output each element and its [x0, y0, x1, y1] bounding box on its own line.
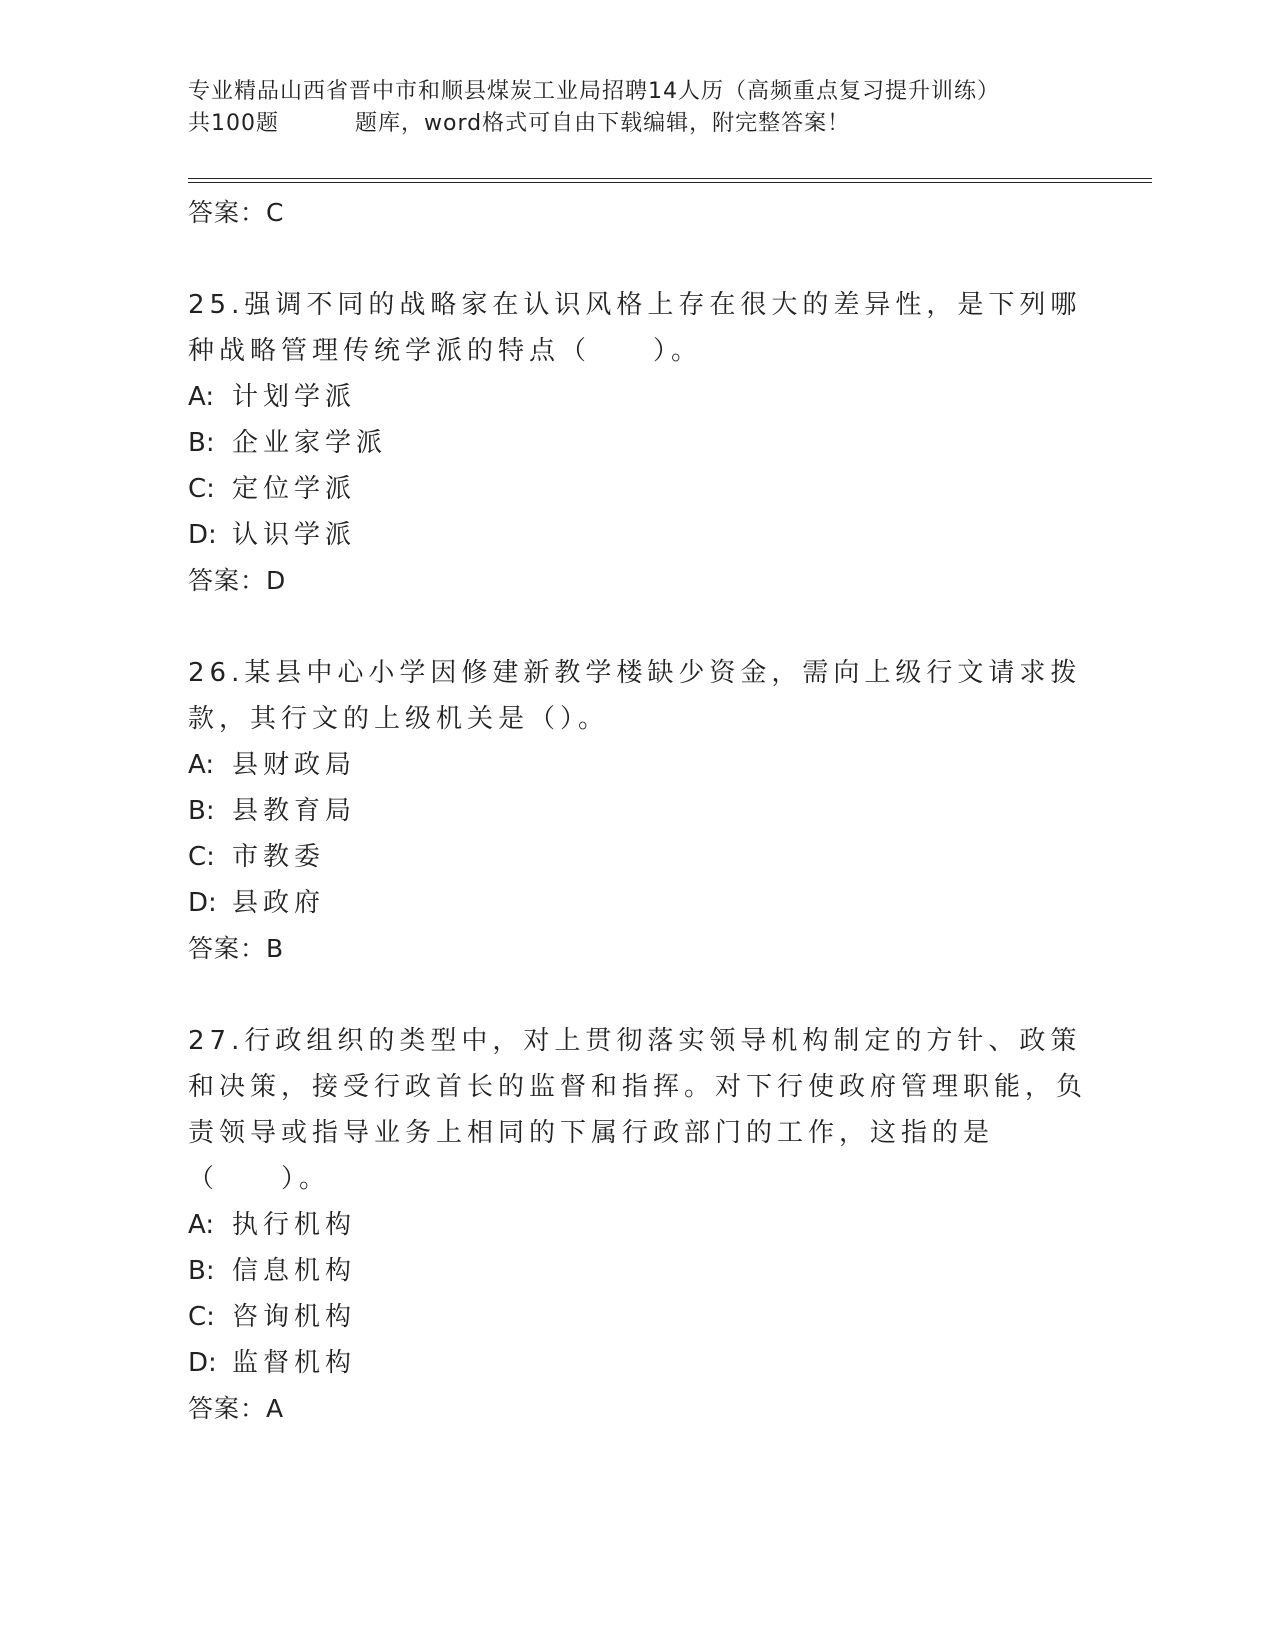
question-item — [188, 282, 1088, 604]
option-a — [188, 1202, 1088, 1248]
option-letter: B: — [188, 1256, 215, 1286]
option-letter: A: — [188, 382, 215, 412]
option-text: 信息机构 — [232, 1256, 357, 1286]
option-letter: C: — [188, 474, 215, 504]
option-text: 定位学派 — [232, 474, 357, 504]
option-letter: D: — [188, 1348, 217, 1378]
option-letter: D: — [188, 888, 217, 918]
question-stem: 25.强调不同的战略家在认识风格上存在很大的差异性，是下列哪种战略管理传统学派的特点（ ）。 — [188, 290, 1082, 366]
option-text: 咨询机构 — [232, 1302, 357, 1332]
option-a — [188, 374, 1088, 420]
option-c — [188, 466, 1088, 512]
previous-question-answer: 答案：C — [188, 198, 285, 227]
option-text: 县政府 — [232, 888, 326, 918]
header-question-count: 共100题 — [188, 111, 279, 136]
option-c — [188, 1294, 1088, 1340]
question-item — [188, 1018, 1088, 1432]
question-stem: 27.行政组织的类型中，对上贯彻落实领导机构制定的方针、政策和决策，接受行政首长的监督和指挥。对下行使政府管理职能，负责领导或指导业务上相同的下属行政部门的工作，这指的是（ ）。 — [188, 1026, 1088, 1194]
option-letter: C: — [188, 1302, 215, 1332]
option-text: 企业家学派 — [232, 428, 388, 458]
header-title-line: 专业精品山西省晋中市和顺县煤炭工业局招聘14人历（高频重点复习提升训练） — [188, 79, 1000, 104]
option-c — [188, 834, 1088, 880]
header-subtitle-line — [188, 108, 1148, 140]
header-description: 题库，word格式可自由下载编辑，附完整答案！ — [355, 111, 851, 136]
option-b — [188, 788, 1088, 834]
option-d — [188, 1340, 1088, 1386]
answer-line: 答案：A — [188, 1394, 285, 1423]
option-text: 监督机构 — [232, 1348, 357, 1378]
option-letter: A: — [188, 1210, 215, 1240]
option-text: 县教育局 — [232, 796, 357, 826]
option-text: 县财政局 — [232, 750, 357, 780]
answer-line: 答案：B — [188, 934, 285, 963]
header-divider-top — [188, 178, 1152, 179]
option-letter: B: — [188, 796, 215, 826]
option-text: 计划学派 — [232, 382, 357, 412]
option-d — [188, 880, 1088, 926]
option-text: 执行机构 — [232, 1210, 357, 1240]
option-b — [188, 1248, 1088, 1294]
header-divider-bottom — [188, 182, 1152, 183]
option-letter: A: — [188, 750, 215, 780]
option-letter: B: — [188, 428, 215, 458]
question-stem: 26.某县中心小学因修建新教学楼缺少资金，需向上级行文请求拨款，其行文的上级机关是（）。 — [188, 658, 1082, 734]
option-text: 市教委 — [232, 842, 326, 872]
question-item — [188, 650, 1088, 972]
option-letter: D: — [188, 520, 217, 550]
question-list — [188, 190, 1088, 1478]
option-a — [188, 742, 1088, 788]
option-d — [188, 512, 1088, 558]
answer-line: 答案：D — [188, 566, 287, 595]
page-header — [188, 76, 1148, 140]
option-letter: C: — [188, 842, 215, 872]
option-text: 认识学派 — [232, 520, 357, 550]
option-b — [188, 420, 1088, 466]
